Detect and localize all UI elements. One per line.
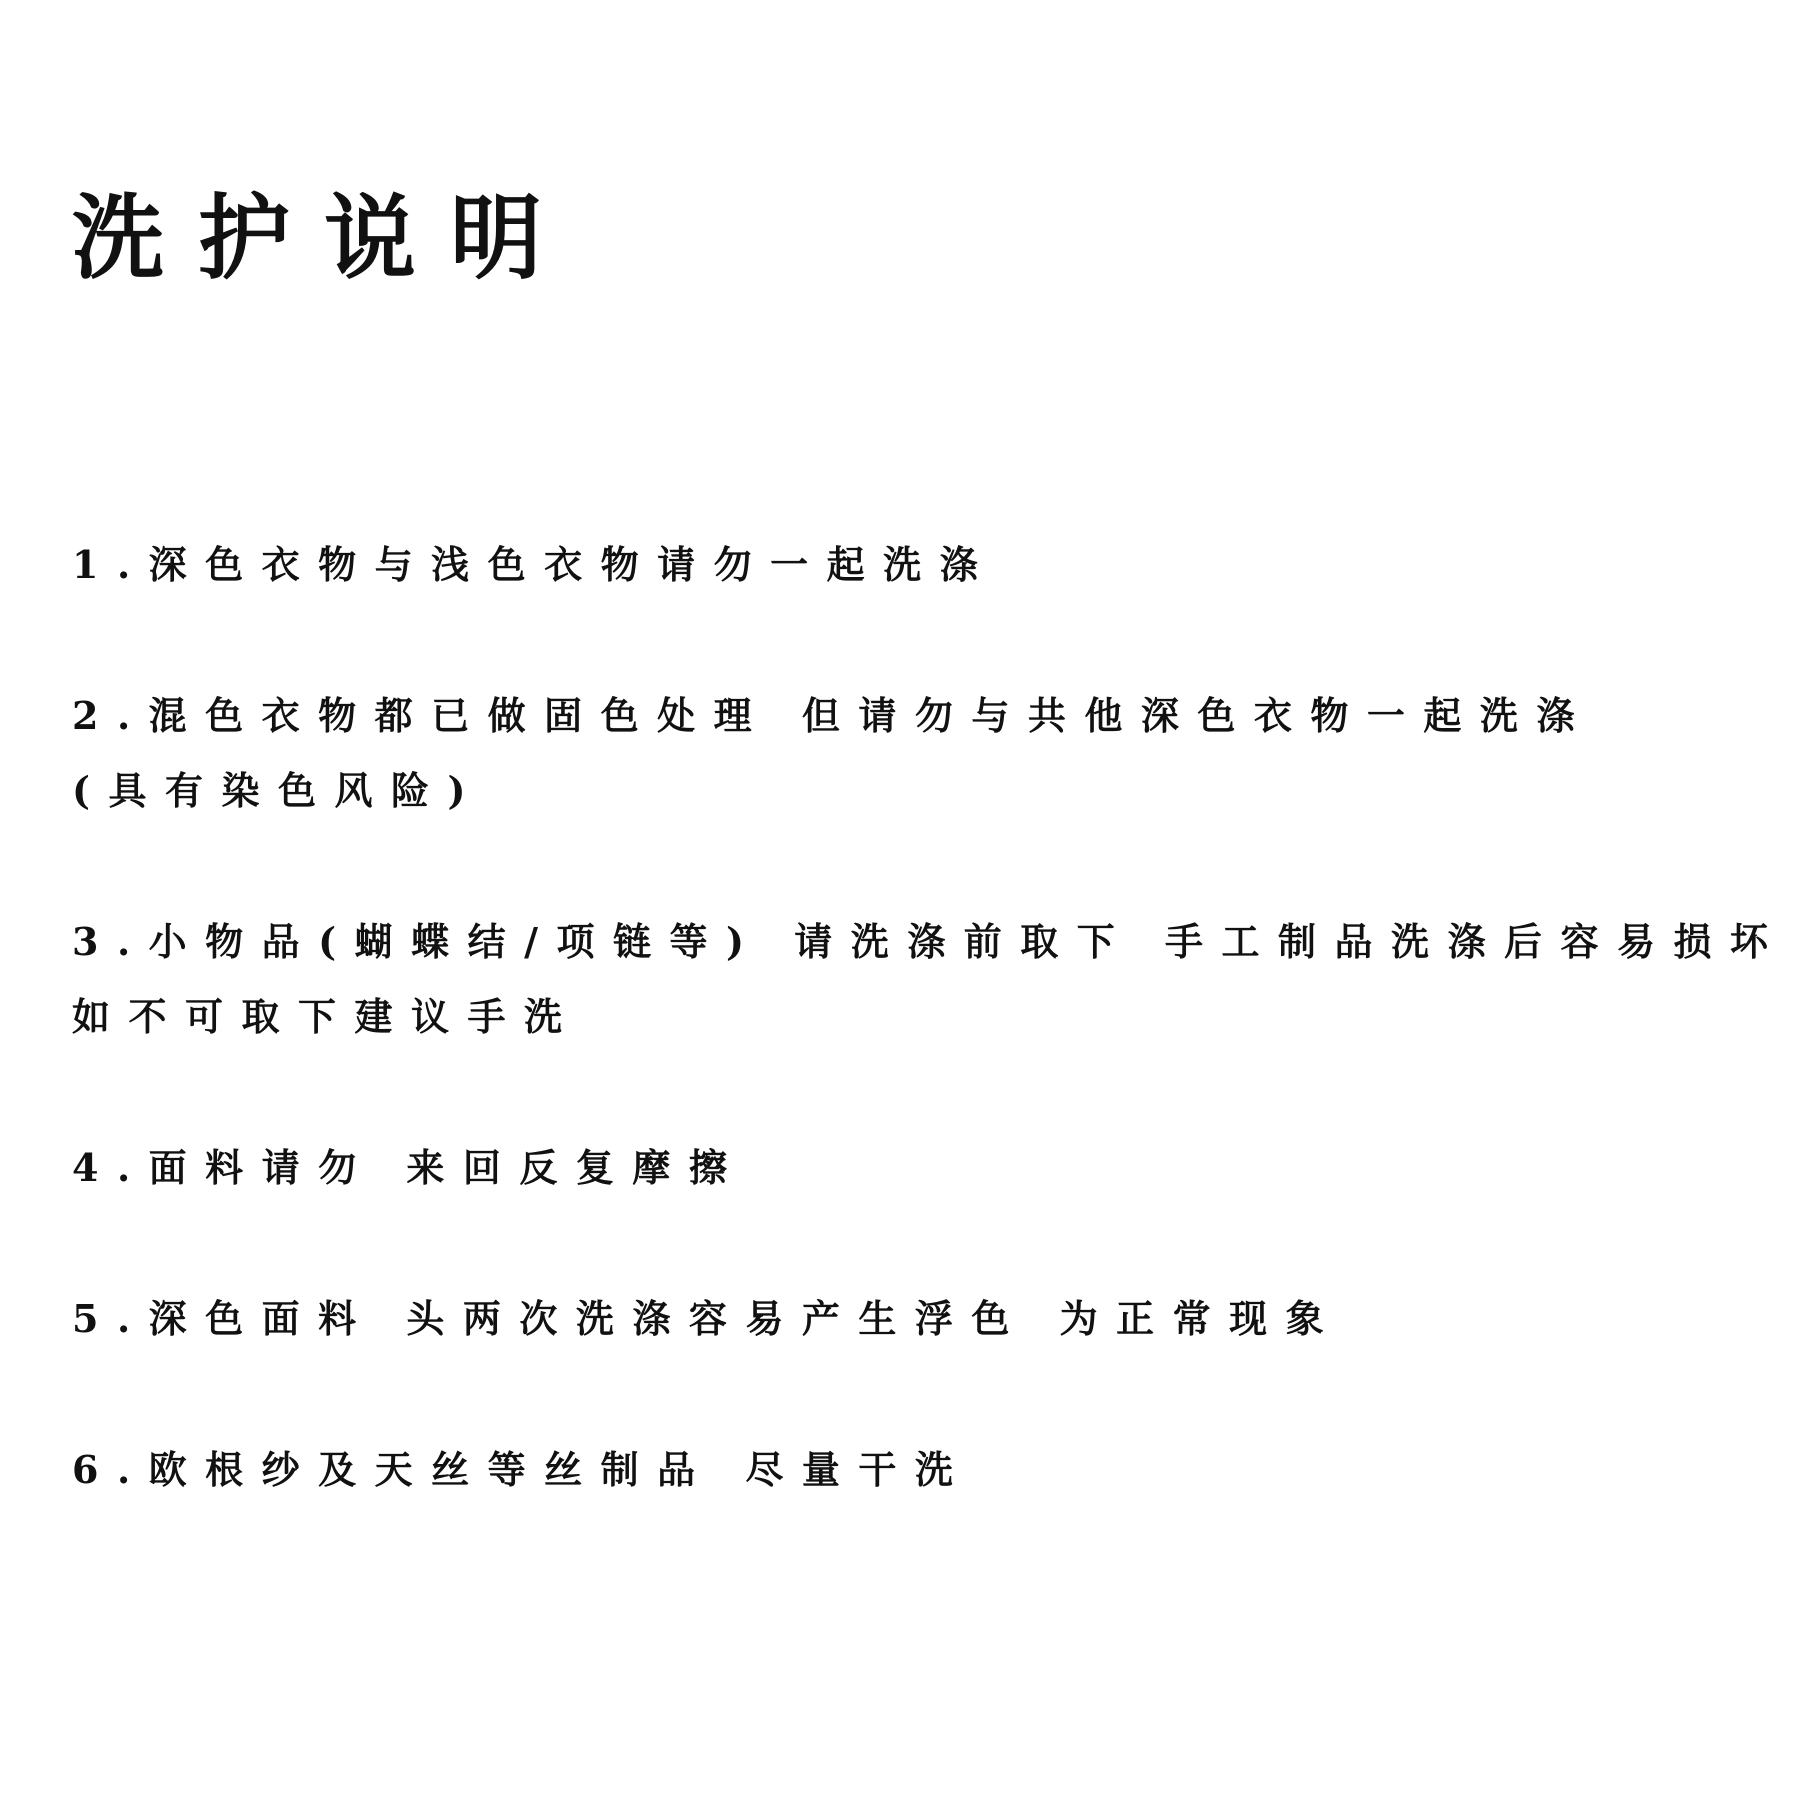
- instruction-4: 4.面料请勿 来回反复摩擦: [72, 1145, 746, 1190]
- instruction-3: 3.小物品(蝴蝶结/项链等) 请洗涤前取下 手工制品洗涤后容易损坏: [72, 919, 1787, 964]
- instruction-6: 6.欧根纱及天丝等丝制品 尽量干洗: [72, 1447, 972, 1492]
- instruction-3-continued: 如不可取下建议手洗: [72, 994, 581, 1039]
- page-title: 洗护说明: [72, 184, 577, 292]
- instruction-5: 5.深色面料 头两次洗涤容易产生浮色 为正常现象: [72, 1296, 1343, 1341]
- instruction-2: 2.混色衣物都已做固色处理 但请勿与共他深色衣物一起洗涤: [72, 693, 1593, 738]
- instruction-1: 1.深色衣物与浅色衣物请勿一起洗涤: [72, 542, 997, 587]
- instruction-2-continued: (具有染色风险): [72, 768, 484, 813]
